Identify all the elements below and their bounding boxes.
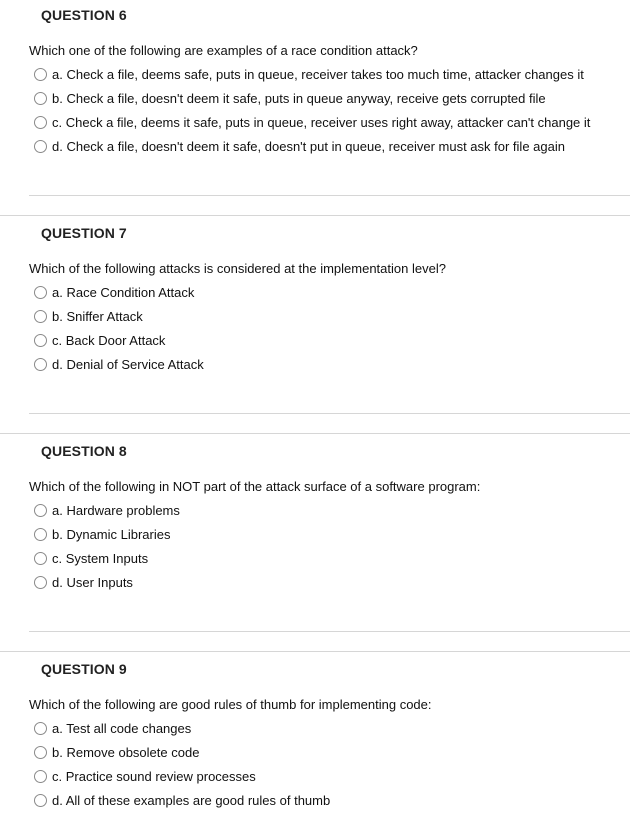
- option-label: a. Check a file, deems safe, puts in queue, receiver takes too much time, attacker changes it: [52, 66, 584, 82]
- option-label: a. Hardware problems: [52, 502, 180, 518]
- option-label: b. Dynamic Libraries: [52, 526, 171, 542]
- radio-button[interactable]: [34, 722, 47, 735]
- option-label: b. Sniffer Attack: [52, 308, 143, 324]
- option-label: c. System Inputs: [52, 550, 149, 566]
- divider: [29, 195, 630, 196]
- question-title: QUESTION 7: [41, 225, 127, 241]
- question-text: Which one of the following are examples of a race condition attack?: [29, 43, 418, 58]
- option-a[interactable]: [34, 501, 180, 519]
- divider: [0, 215, 630, 216]
- radio-button[interactable]: [34, 310, 47, 323]
- option-c[interactable]: [34, 549, 148, 567]
- divider: [29, 631, 630, 632]
- radio-button[interactable]: [34, 746, 47, 759]
- question-text: Which of the following attacks is considered at the implementation level?: [29, 261, 446, 276]
- option-d[interactable]: [34, 137, 565, 155]
- option-label: b. Check a file, doesn't deem it safe, puts in queue anyway, receive gets corrupted file: [52, 90, 546, 106]
- option-c[interactable]: [34, 113, 590, 131]
- option-label: a. Race Condition Attack: [52, 284, 195, 300]
- radio-button[interactable]: [34, 794, 47, 807]
- divider: [0, 651, 630, 652]
- question-title: QUESTION 6: [41, 7, 127, 23]
- option-a[interactable]: [34, 65, 584, 83]
- option-b[interactable]: [34, 743, 199, 761]
- question-title: QUESTION 8: [41, 443, 127, 459]
- option-a[interactable]: [34, 719, 191, 737]
- option-b[interactable]: [34, 89, 546, 107]
- divider: [0, 433, 630, 434]
- radio-button[interactable]: [34, 92, 47, 105]
- option-label: d. User Inputs: [52, 574, 133, 590]
- radio-button[interactable]: [34, 770, 47, 783]
- option-label: d. Check a file, doesn't deem it safe, doesn't put in queue, receiver must ask for file again: [52, 138, 565, 154]
- option-label: d. All of these examples are good rules of thumb: [52, 792, 331, 808]
- option-d[interactable]: [34, 573, 133, 591]
- option-d[interactable]: [34, 791, 330, 809]
- option-c[interactable]: [34, 767, 256, 785]
- radio-button[interactable]: [34, 528, 47, 541]
- option-label: b. Remove obsolete code: [52, 744, 200, 760]
- option-c[interactable]: [34, 331, 165, 349]
- radio-button[interactable]: [34, 576, 47, 589]
- question-text: Which of the following in NOT part of the attack surface of a software program:: [29, 479, 481, 494]
- option-label: c. Back Door Attack: [52, 332, 166, 348]
- divider: [29, 413, 630, 414]
- radio-button[interactable]: [34, 140, 47, 153]
- option-label: a. Test all code changes: [52, 720, 192, 736]
- option-b[interactable]: [34, 525, 171, 543]
- question-title: QUESTION 9: [41, 661, 127, 677]
- option-label: c. Check a file, deems it safe, puts in queue, receiver uses right away, attacker can't change it: [52, 114, 591, 130]
- radio-button[interactable]: [34, 116, 47, 129]
- option-d[interactable]: [34, 355, 204, 373]
- radio-button[interactable]: [34, 504, 47, 517]
- option-label: d. Denial of Service Attack: [52, 356, 204, 372]
- question-text: Which of the following are good rules of thumb for implementing code:: [29, 697, 432, 712]
- radio-button[interactable]: [34, 334, 47, 347]
- radio-button[interactable]: [34, 552, 47, 565]
- option-b[interactable]: [34, 307, 143, 325]
- option-a[interactable]: [34, 283, 194, 301]
- radio-button[interactable]: [34, 68, 47, 81]
- radio-button[interactable]: [34, 358, 47, 371]
- option-label: c. Practice sound review processes: [52, 768, 256, 784]
- radio-button[interactable]: [34, 286, 47, 299]
